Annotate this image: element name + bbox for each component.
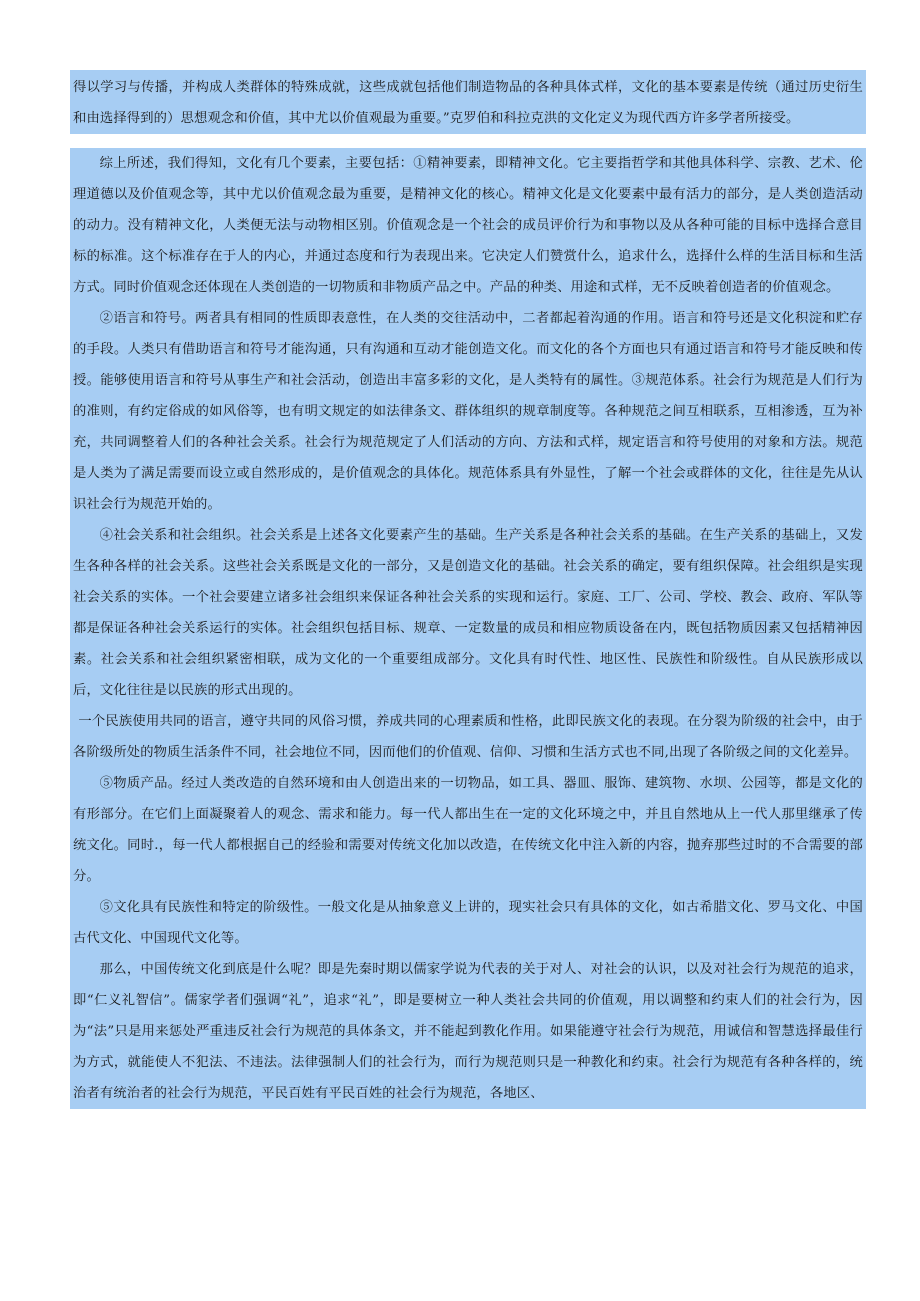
paragraph-3: ②语言和符号。两者具有相同的性质即表意性，在人类的交往活动中，二者都起着沟通的作用。语言和符号还是文化积淀和贮存的手段。人类只有借助语言和符号才能沟通，只有沟通和互动才能创造文化。而文化的各个方面也只有通过语言和符号才能反映和传授。能够使用语言和符号从事生产和社会活动，创造出丰富多彩的文化，是人类特有的属性。③规范体系。社会行为规范是人们行为的准则，有约定俗成的如风俗等，也有明文规定的如法律条文、群体组织的规章制度等。各种规范之间互相联系，互相渗透，互为补充，共同调整着人们的各种社会关系。社会行为规范规定了人们活动的方向、方法和式样，规定语言和符号使用的对象和方法。规范是人类为了满足需要而设立或自然形成的，是价值观念的具体化。规范体系具有外显性，了解一个社会或群体的文化，往往是先从认识社会行为规范开始的。	[70, 303, 866, 520]
paragraph-5: 一个民族使用共同的语言，遵守共同的风俗习惯，养成共同的心理素质和性格，此即民族文化的表现。在分裂为阶级的社会中，由于各阶级所处的物质生活条件不同，社会地位不同，因而他们的价值观、信仰、习惯和生活方式也不同,出现了各阶级之间的文化差异。	[70, 706, 866, 768]
paragraph-1: 得以学习与传播，并构成人类群体的特殊成就，这些成就包括他们制造物品的各种具体式样，文化的基本要素是传统（通过历史衍生和由选择得到的）思想观念和价值，其中尤以价值观最为重要。”克罗伯和科拉克洪的文化定义为现代西方许多学者所接受。	[70, 70, 866, 134]
paragraph-8: 那么，中国传统文化到底是什么呢？即是先秦时期以儒家学说为代表的关于对人、对社会的认识，以及对社会行为规范的追求，即“仁义礼智信”。儒家学者们强调“礼”，追求“礼”，即是要树立一种人类社会共同的价值观，用以调整和约束人们的社会行为，因为“法”只是用来惩处严重违反社会行为规范的具体条文，并不能起到教化作用。如果能遵守社会行为规范，用诚信和智慧选择最佳行为方式，就能使人不犯法、不违法。法律强制人们的社会行为，而行为规范则只是一种教化和约束。社会行为规范有各种各样的，统治者有统治者的社会行为规范，平民百姓有平民百姓的社会行为规范，各地区、	[70, 954, 866, 1109]
paragraph-7: ⑤文化具有民族性和特定的阶级性。一般文化是从抽象意义上讲的，现实社会只有具体的文化，如古希腊文化、罗马文化、中国古代文化、中国现代文化等。	[70, 892, 866, 954]
paragraph-gap	[70, 134, 866, 148]
document-body	[70, 70, 866, 1109]
paragraph-6: ⑤物质产品。经过人类改造的自然环境和由人创造出来的一切物品，如工具、器皿、服饰、建筑物、水坝、公园等，都是文化的有形部分。在它们上面凝聚着人的观念、需求和能力。每一代人都出生在一定的文化环境之中，并且自然地从上一代人那里继承了传统文化。同时.，每一代人都根据自己的经验和需要对传统文化加以改造，在传统文化中注入新的内容，抛弃那些过时的不合需要的部分。	[70, 768, 866, 892]
paragraph-2: 综上所述，我们得知，文化有几个要素，主要包括：①精神要素，即精神文化。它主要指哲学和其他具体科学、宗教、艺术、伦理道德以及价值观念等，其中尤以价值观念最为重要，是精神文化的核心。精神文化是文化要素中最有活力的部分，是人类创造活动的动力。没有精神文化，人类便无法与动物相区别。价值观念是一个社会的成员评价行为和事物以及从各种可能的目标中选择合意目标的标准。这个标准存在于人的内心，并通过态度和行为表现出来。它决定人们赞赏什么，追求什么，选择什么样的生活目标和生活方式。同时价值观念还体现在人类创造的一切物质和非物质产品之中。产品的种类、用途和式样，无不反映着创造者的价值观念。	[70, 148, 866, 303]
paragraph-4: ④社会关系和社会组织。社会关系是上述各文化要素产生的基础。生产关系是各种社会关系的基础。在生产关系的基础上，又发生各种各样的社会关系。这些社会关系既是文化的一部分，又是创造文化的基础。社会关系的确定，要有组织保障。社会组织是实现社会关系的实体。一个社会要建立诸多社会组织来保证各种社会关系的实现和运行。家庭、工厂、公司、学校、教会、政府、军队等都是保证各种社会关系运行的实体。社会组织包括目标、规章、一定数量的成员和相应物质设备在内，既包括物质因素又包括精神因素。社会关系和社会组织紧密相联，成为文化的一个重要组成部分。文化具有时代性、地区性、民族性和阶级性。自从民族形成以后，文化往往是以民族的形式出现的。	[70, 520, 866, 706]
